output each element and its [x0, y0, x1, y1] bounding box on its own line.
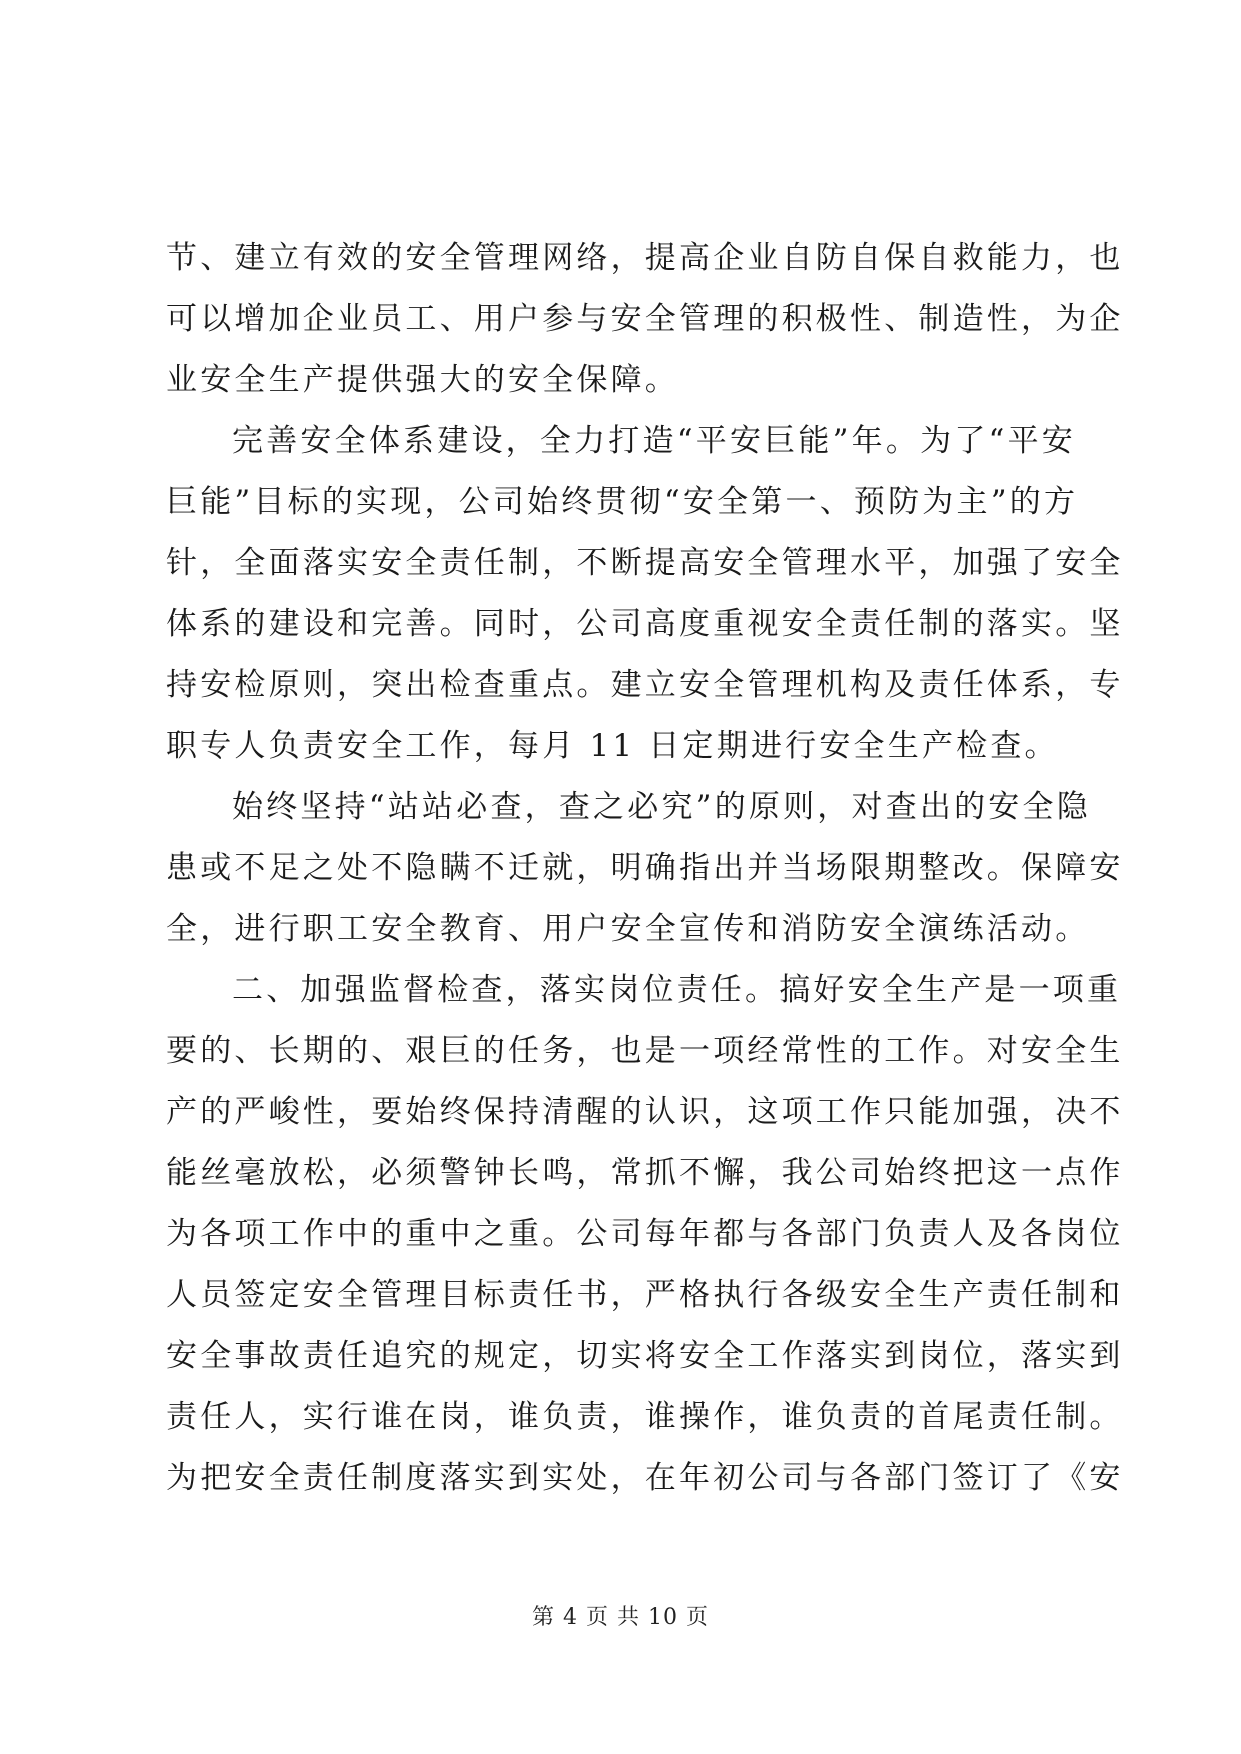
text-line: 业安全生产提供强大的安全保障。	[166, 362, 679, 398]
text-line: 持安检原则，突出检查重点。建立安全管理机构及责任体系，专	[166, 667, 1124, 703]
text-line: 安全事故责任追究的规定，切实将安全工作落实到岗位，落实到	[166, 1338, 1124, 1374]
text-line: 要的、长期的、艰巨的任务，也是一项经常性的工作。对安全生	[166, 1033, 1124, 1069]
text-line: 体系的建设和完善。同时，公司高度重视安全责任制的落实。坚	[166, 606, 1124, 642]
text-line: 始终坚持“站站必查，查之必究”的原则，对查出的安全隐	[232, 789, 1091, 825]
text-line: 完善安全体系建设，全力打造“平安巨能”年。为了“平安	[232, 423, 1076, 459]
text-line: 巨能”目标的实现，公司始终贯彻“安全第一、预防为主”的方	[166, 484, 1079, 520]
text-line: 能丝毫放松，必须警钟长鸣，常抓不懈，我公司始终把这一点作	[166, 1155, 1124, 1191]
text-line: 针，全面落实安全责任制，不断提高安全管理水平，加强了安全	[166, 545, 1124, 581]
document-body	[166, 228, 1124, 1509]
text-line: 全，进行职工安全教育、用户安全宣传和消防安全演练活动。	[166, 911, 1090, 947]
text-line: 二、加强监督检查，落实岗位责任。搞好安全生产是一项重	[232, 972, 1122, 1008]
text-line: 为各项工作中的重中之重。公司每年都与各部门负责人及各岗位	[166, 1216, 1124, 1252]
text-line: 患或不足之处不隐瞒不迁就，明确指出并当场限期整改。保障安	[166, 850, 1124, 886]
page-footer: 第 4 页 共 10 页	[532, 1605, 709, 1630]
text-line: 职专人负责安全工作，每月 11 日定期进行安全生产检查。	[166, 728, 1059, 764]
text-line: 节、建立有效的安全管理网络，提高企业自防自保自救能力，也	[166, 240, 1124, 276]
text-line: 责任人，实行谁在岗，谁负责，谁操作，谁负责的首尾责任制。	[166, 1399, 1124, 1435]
text-line: 产的严峻性，要始终保持清醒的认识，这项工作只能加强，决不	[166, 1094, 1124, 1130]
text-line: 为把安全责任制度落实到实处，在年初公司与各部门签订了《安	[166, 1460, 1124, 1496]
text-line: 可以增加企业员工、用户参与安全管理的积极性、制造性，为企	[166, 301, 1124, 337]
text-line: 人员签定安全管理目标责任书，严格执行各级安全生产责任制和	[166, 1277, 1124, 1313]
